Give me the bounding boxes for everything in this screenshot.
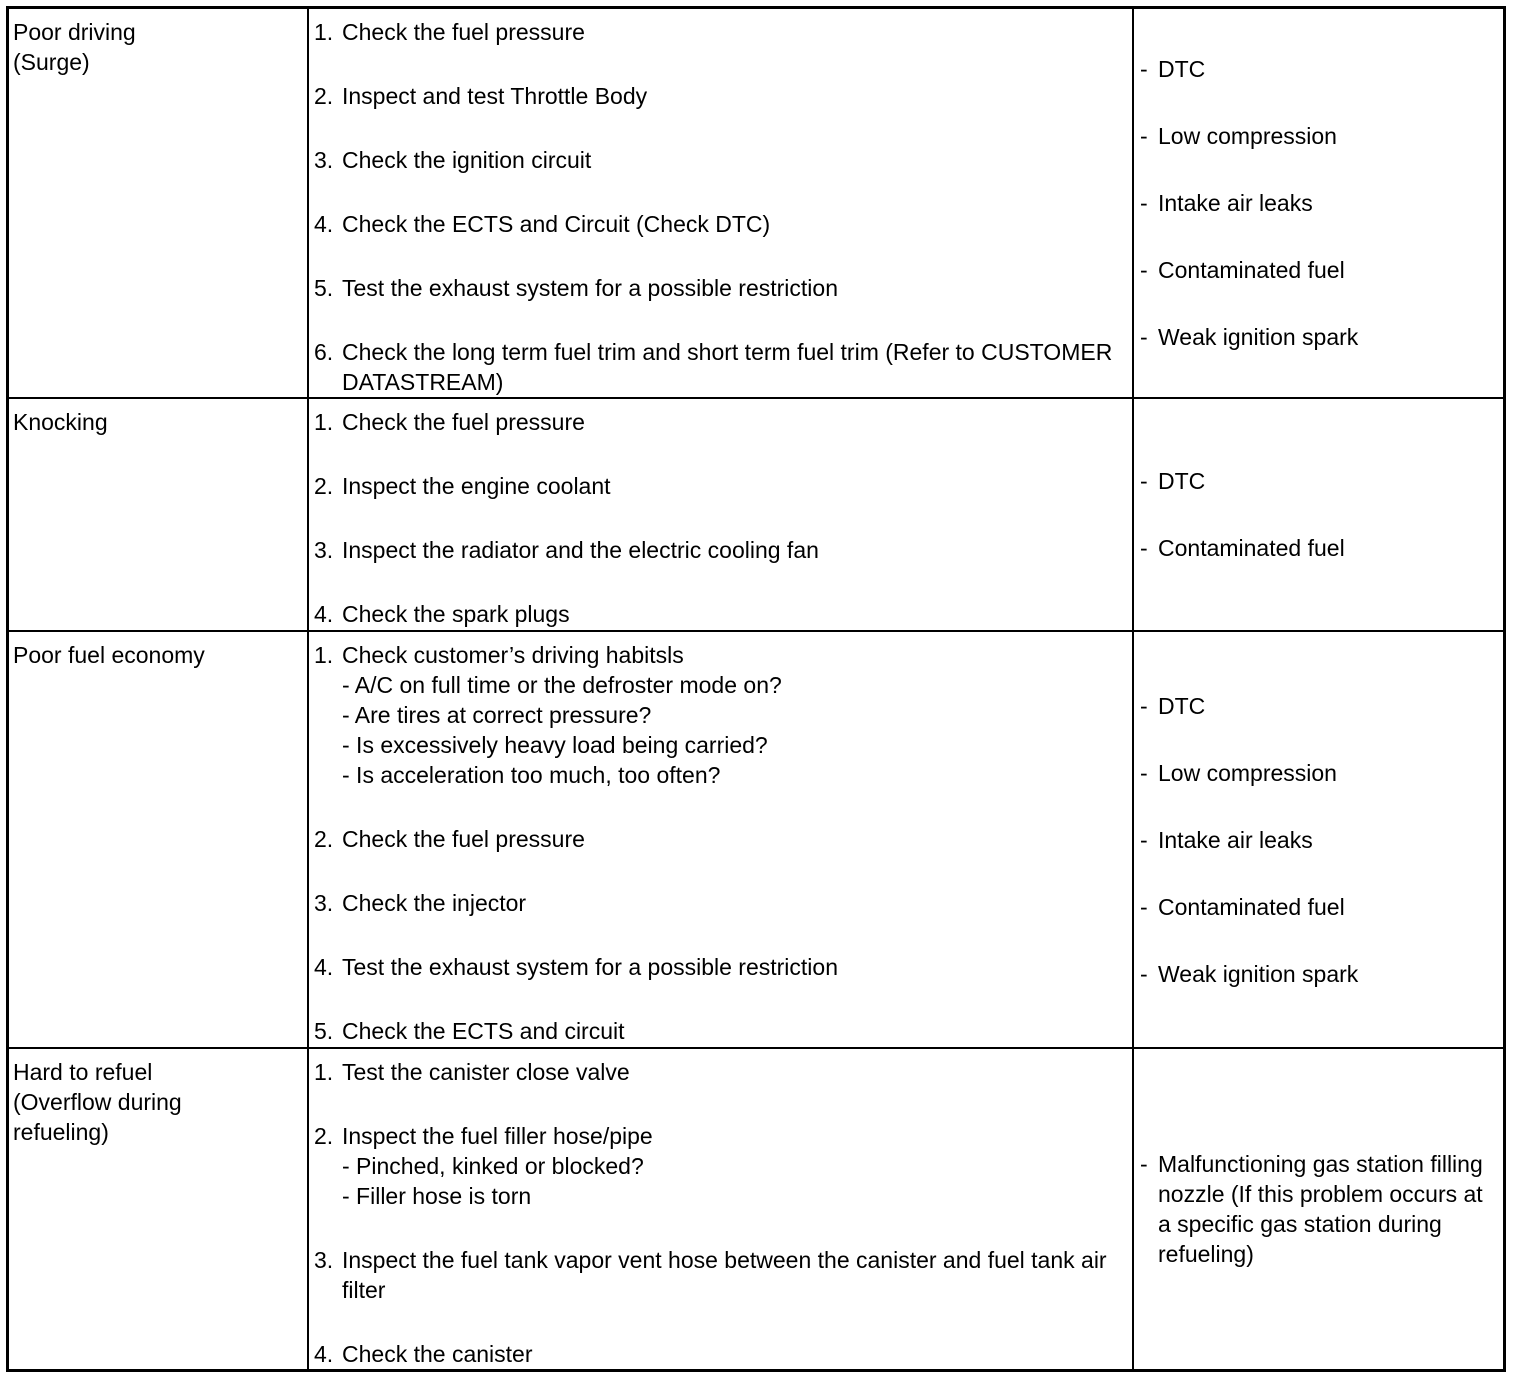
table-row xyxy=(9,399,1503,632)
step-subitem: - Pinched, kinked or blocked? xyxy=(342,1153,644,1179)
symptom-text: Poor driving (Surge) xyxy=(13,19,136,75)
step-line xyxy=(314,17,1132,47)
step-number: 1. xyxy=(314,19,334,45)
possible-cause-cell xyxy=(1134,632,1503,1047)
step-item xyxy=(314,81,1132,111)
step-line xyxy=(314,209,1132,239)
cause-item xyxy=(1140,1149,1499,1269)
step-line xyxy=(314,1057,1132,1087)
step-line xyxy=(314,1339,1132,1369)
troubleshooting-table xyxy=(6,6,1506,1372)
step-line xyxy=(314,824,1132,854)
step-item xyxy=(314,640,1132,790)
bullet-dash: - xyxy=(1140,190,1148,216)
step-text: Check the fuel pressure xyxy=(342,19,585,45)
step-number: 2. xyxy=(314,826,334,852)
step-number: 5. xyxy=(314,1018,334,1044)
step-subitem: - Is acceleration too much, too often? xyxy=(342,762,721,788)
step-subitem: - A/C on full time or the defroster mode on? xyxy=(342,672,782,698)
cause-text: Contaminated fuel xyxy=(1158,257,1345,283)
symptom-cell xyxy=(9,399,309,630)
step-number: 3. xyxy=(314,1247,334,1273)
step-item xyxy=(314,209,1132,239)
symptom-text: Hard to refuel (Overflow during refueling) xyxy=(13,1059,182,1145)
cause-text: Weak ignition spark xyxy=(1158,960,1359,987)
bullet-dash: - xyxy=(1140,468,1148,494)
step-item xyxy=(314,17,1132,47)
step-number: 5. xyxy=(314,275,334,301)
step-subitem: - Are tires at correct pressure? xyxy=(342,702,652,728)
step-item xyxy=(314,952,1132,982)
cause-text: DTC xyxy=(1158,56,1206,82)
step-text: Inspect the engine coolant xyxy=(342,473,611,499)
table-row xyxy=(9,632,1503,1049)
step-text: Check the ECTS and Circuit (Check DTC) xyxy=(342,211,771,237)
bullet-dash: - xyxy=(1140,960,1148,987)
step-text: Check the canister xyxy=(342,1341,533,1367)
step-number: 1. xyxy=(314,409,334,435)
step-line xyxy=(314,535,1132,565)
step-number: 2. xyxy=(314,83,334,109)
step-item xyxy=(314,145,1132,175)
step-number: 1. xyxy=(314,642,334,668)
symptom-text: Poor fuel economy xyxy=(13,642,205,668)
possible-cause-cell xyxy=(1134,1049,1503,1369)
step-text: Test the exhaust system for a possible restriction xyxy=(342,954,838,980)
step-text: Inspect the fuel filler hose/pipe xyxy=(342,1123,653,1149)
step-line xyxy=(314,273,1132,303)
step-text: Check customer’s driving habitsls xyxy=(342,642,684,668)
step-line xyxy=(314,1121,1132,1151)
bullet-dash: - xyxy=(1140,535,1148,561)
step-item xyxy=(314,407,1132,437)
possible-cause-cell xyxy=(1134,399,1503,630)
step-number: 2. xyxy=(314,1123,334,1149)
step-text: Check the long term fuel trim and short term fuel trim (Refer to CUSTOMER DATASTREAM) xyxy=(342,339,1113,395)
step-text: Inspect the fuel tank vapor vent hose between the canister and fuel tank air filter xyxy=(342,1247,1107,1303)
step-text: Check the fuel pressure xyxy=(342,409,585,435)
step-line xyxy=(314,952,1132,982)
step-text: Check the fuel pressure xyxy=(342,826,585,852)
step-item xyxy=(314,535,1132,565)
step-number: 3. xyxy=(314,147,334,173)
bullet-dash: - xyxy=(1140,893,1148,920)
step-text: Check the injector xyxy=(342,890,527,916)
symptom-cell xyxy=(9,9,309,397)
step-item xyxy=(314,599,1132,629)
bullet-dash: - xyxy=(1140,257,1148,283)
inspection-steps-cell xyxy=(309,1049,1134,1369)
possible-cause-cell xyxy=(1134,9,1503,397)
step-number: 3. xyxy=(314,537,334,563)
step-item xyxy=(314,273,1132,303)
step-text: Check the spark plugs xyxy=(342,601,570,627)
step-item xyxy=(314,1016,1132,1046)
table-row xyxy=(9,9,1503,399)
cause-item xyxy=(1140,758,1499,788)
bullet-dash: - xyxy=(1140,692,1148,719)
cause-item xyxy=(1140,54,1499,84)
cause-item xyxy=(1140,691,1499,721)
step-text: Inspect the radiator and the electric cooling fan xyxy=(342,537,819,563)
step-subitem: - Filler hose is torn xyxy=(342,1183,532,1209)
cause-item xyxy=(1140,255,1499,285)
cause-text: Intake air leaks xyxy=(1158,190,1313,216)
cause-item xyxy=(1140,825,1499,855)
cause-item xyxy=(1140,959,1499,989)
cause-text: Low compression xyxy=(1158,759,1337,786)
inspection-steps-cell xyxy=(309,632,1134,1047)
cause-text: Low compression xyxy=(1158,123,1337,149)
cause-text: Malfunctioning gas station filling nozzle (If this problem occurs at a specific gas station during refueling) xyxy=(1158,1151,1483,1267)
inspection-steps-cell xyxy=(309,9,1134,397)
cause-text: DTC xyxy=(1158,692,1206,719)
step-number: 6. xyxy=(314,339,334,365)
bullet-dash: - xyxy=(1140,759,1148,786)
step-text: Check the ignition circuit xyxy=(342,147,592,173)
step-item xyxy=(314,471,1132,501)
step-number: 4. xyxy=(314,211,334,237)
symptom-cell xyxy=(9,1049,309,1369)
step-line xyxy=(314,1016,1132,1046)
step-line xyxy=(314,145,1132,175)
bullet-dash: - xyxy=(1140,826,1148,853)
bullet-dash: - xyxy=(1140,1151,1148,1177)
step-text: Inspect and test Throttle Body xyxy=(342,83,648,109)
step-item xyxy=(314,1245,1132,1305)
step-line xyxy=(314,81,1132,111)
cause-item xyxy=(1140,188,1499,218)
cause-item xyxy=(1140,533,1499,563)
step-number: 3. xyxy=(314,890,334,916)
step-item xyxy=(314,337,1132,397)
cause-text: Intake air leaks xyxy=(1158,826,1313,853)
step-line xyxy=(314,599,1132,629)
step-number: 2. xyxy=(314,473,334,499)
step-item xyxy=(314,1339,1132,1369)
cause-item xyxy=(1140,466,1499,496)
step-number: 1. xyxy=(314,1059,334,1085)
step-item xyxy=(314,888,1132,918)
cause-text: Contaminated fuel xyxy=(1158,535,1345,561)
step-line xyxy=(314,337,1132,397)
bullet-dash: - xyxy=(1140,324,1148,350)
inspection-steps-cell xyxy=(309,399,1134,630)
symptom-cell xyxy=(9,632,309,1047)
cause-text: Contaminated fuel xyxy=(1158,893,1345,920)
step-number: 4. xyxy=(314,601,334,627)
bullet-dash: - xyxy=(1140,56,1148,82)
cause-item xyxy=(1140,892,1499,922)
step-item xyxy=(314,1121,1132,1211)
symptom-text: Knocking xyxy=(13,409,108,435)
step-text: Test the exhaust system for a possible restriction xyxy=(342,275,838,301)
step-subitem: - Is excessively heavy load being carried? xyxy=(342,732,768,758)
step-line xyxy=(314,888,1132,918)
table-row xyxy=(9,1049,1503,1369)
step-item xyxy=(314,1057,1132,1087)
cause-text: Weak ignition spark xyxy=(1158,324,1359,350)
step-text: Check the ECTS and circuit xyxy=(342,1018,625,1044)
step-line xyxy=(314,1245,1132,1305)
step-item xyxy=(314,824,1132,854)
step-line xyxy=(314,407,1132,437)
cause-text: DTC xyxy=(1158,468,1206,494)
step-text: Test the canister close valve xyxy=(342,1059,630,1085)
bullet-dash: - xyxy=(1140,123,1148,149)
step-line xyxy=(314,471,1132,501)
step-number: 4. xyxy=(314,1341,334,1367)
step-number: 4. xyxy=(314,954,334,980)
cause-item xyxy=(1140,121,1499,151)
cause-item xyxy=(1140,322,1499,352)
step-line xyxy=(314,640,1132,670)
